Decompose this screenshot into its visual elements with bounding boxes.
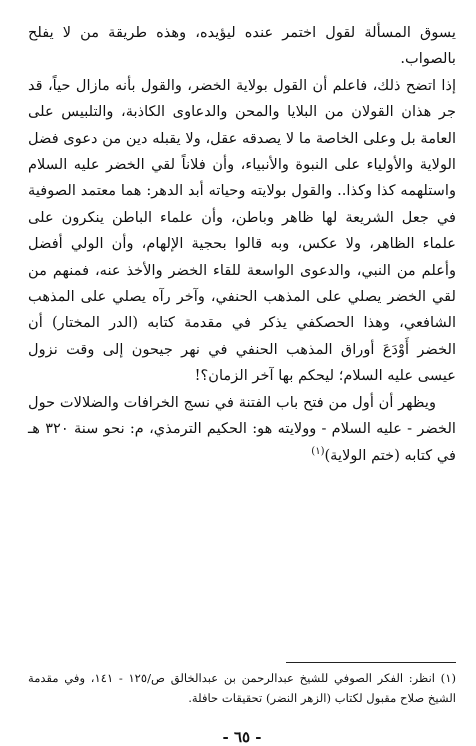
footnote-separator: [286, 662, 456, 663]
footnote-reference[interactable]: (١): [311, 445, 325, 457]
paragraph-2: إذا اتضح ذلك، فاعلم أن القول بولاية الخضر، والقول بأنه مازال حياً، قد جر هذان القولان من البلايا والمحن والدعاوى الكاذبة، والتلبيس على العامة بل وعلى الخاصة ما لا يصدقه عقل، ولا يقبله دين من دعوى فضل الولاية والأولياء على النبوة والأنبياء، وأن فلاناً لقي الخضر عليه السلام واستلهمه كذا وكذا.. والقول بولايته وحياته أبد الدهر: هما معتمد الصوفية في جعل الشريعة لها ظاهر وباطن، وأن علماء الباطن ينكرون على علماء الظاهر، ولا عكس، وبه قالوا بحجية الإلهام، وأن الولي أفضل وأعلم من النبي، والدعوى الواسعة للقاء الخضر والأخذ عنه، فمنهم من لقي الخضر يصلي على المذهب الحنفي، وآخر رآه يصلي على المذهب الشافعي، وهذا الحصكفي يذكر في مقدمة كتابه (الدر المختار) أن الخضر أَوْدَعَ أوراق المذهب الحنفي في نهر جيحون إلى وقت نزول عيسى عليه السلام؛ ليحكم بها آخر الزمان؟!: [28, 76, 456, 385]
page-number: - ٦٥ -: [222, 728, 262, 746]
main-text: [28, 20, 456, 469]
paragraph-3-text: ويظهر أن أول من فتح باب الفتنة في نسج الخرافات والضلالات حول الخضر - عليه السلام - وولايته هو: الحكيم الترمذي، م: نحو سنة ٣٢٠ هـ في كتابه (ختم الولاية): [28, 393, 456, 464]
paragraph-3: [28, 390, 456, 469]
paragraph-1: يسوق المسألة لقول اختمر عنده ليؤيده، وهذه طريقة من لا يفلح بالصواب.: [28, 24, 456, 68]
footnotes: [28, 669, 456, 708]
document-page: [28, 20, 456, 746]
footnote-1: (١) انظر: الفكر الصوفي للشيخ عبدالرحمن بن عبدالخالق ص/١٢٥ - ١٤١، وفي مقدمة الشيخ صلاح مقبول لكتاب (الزهر النضر) تحقيقات حافلة.: [28, 671, 456, 705]
